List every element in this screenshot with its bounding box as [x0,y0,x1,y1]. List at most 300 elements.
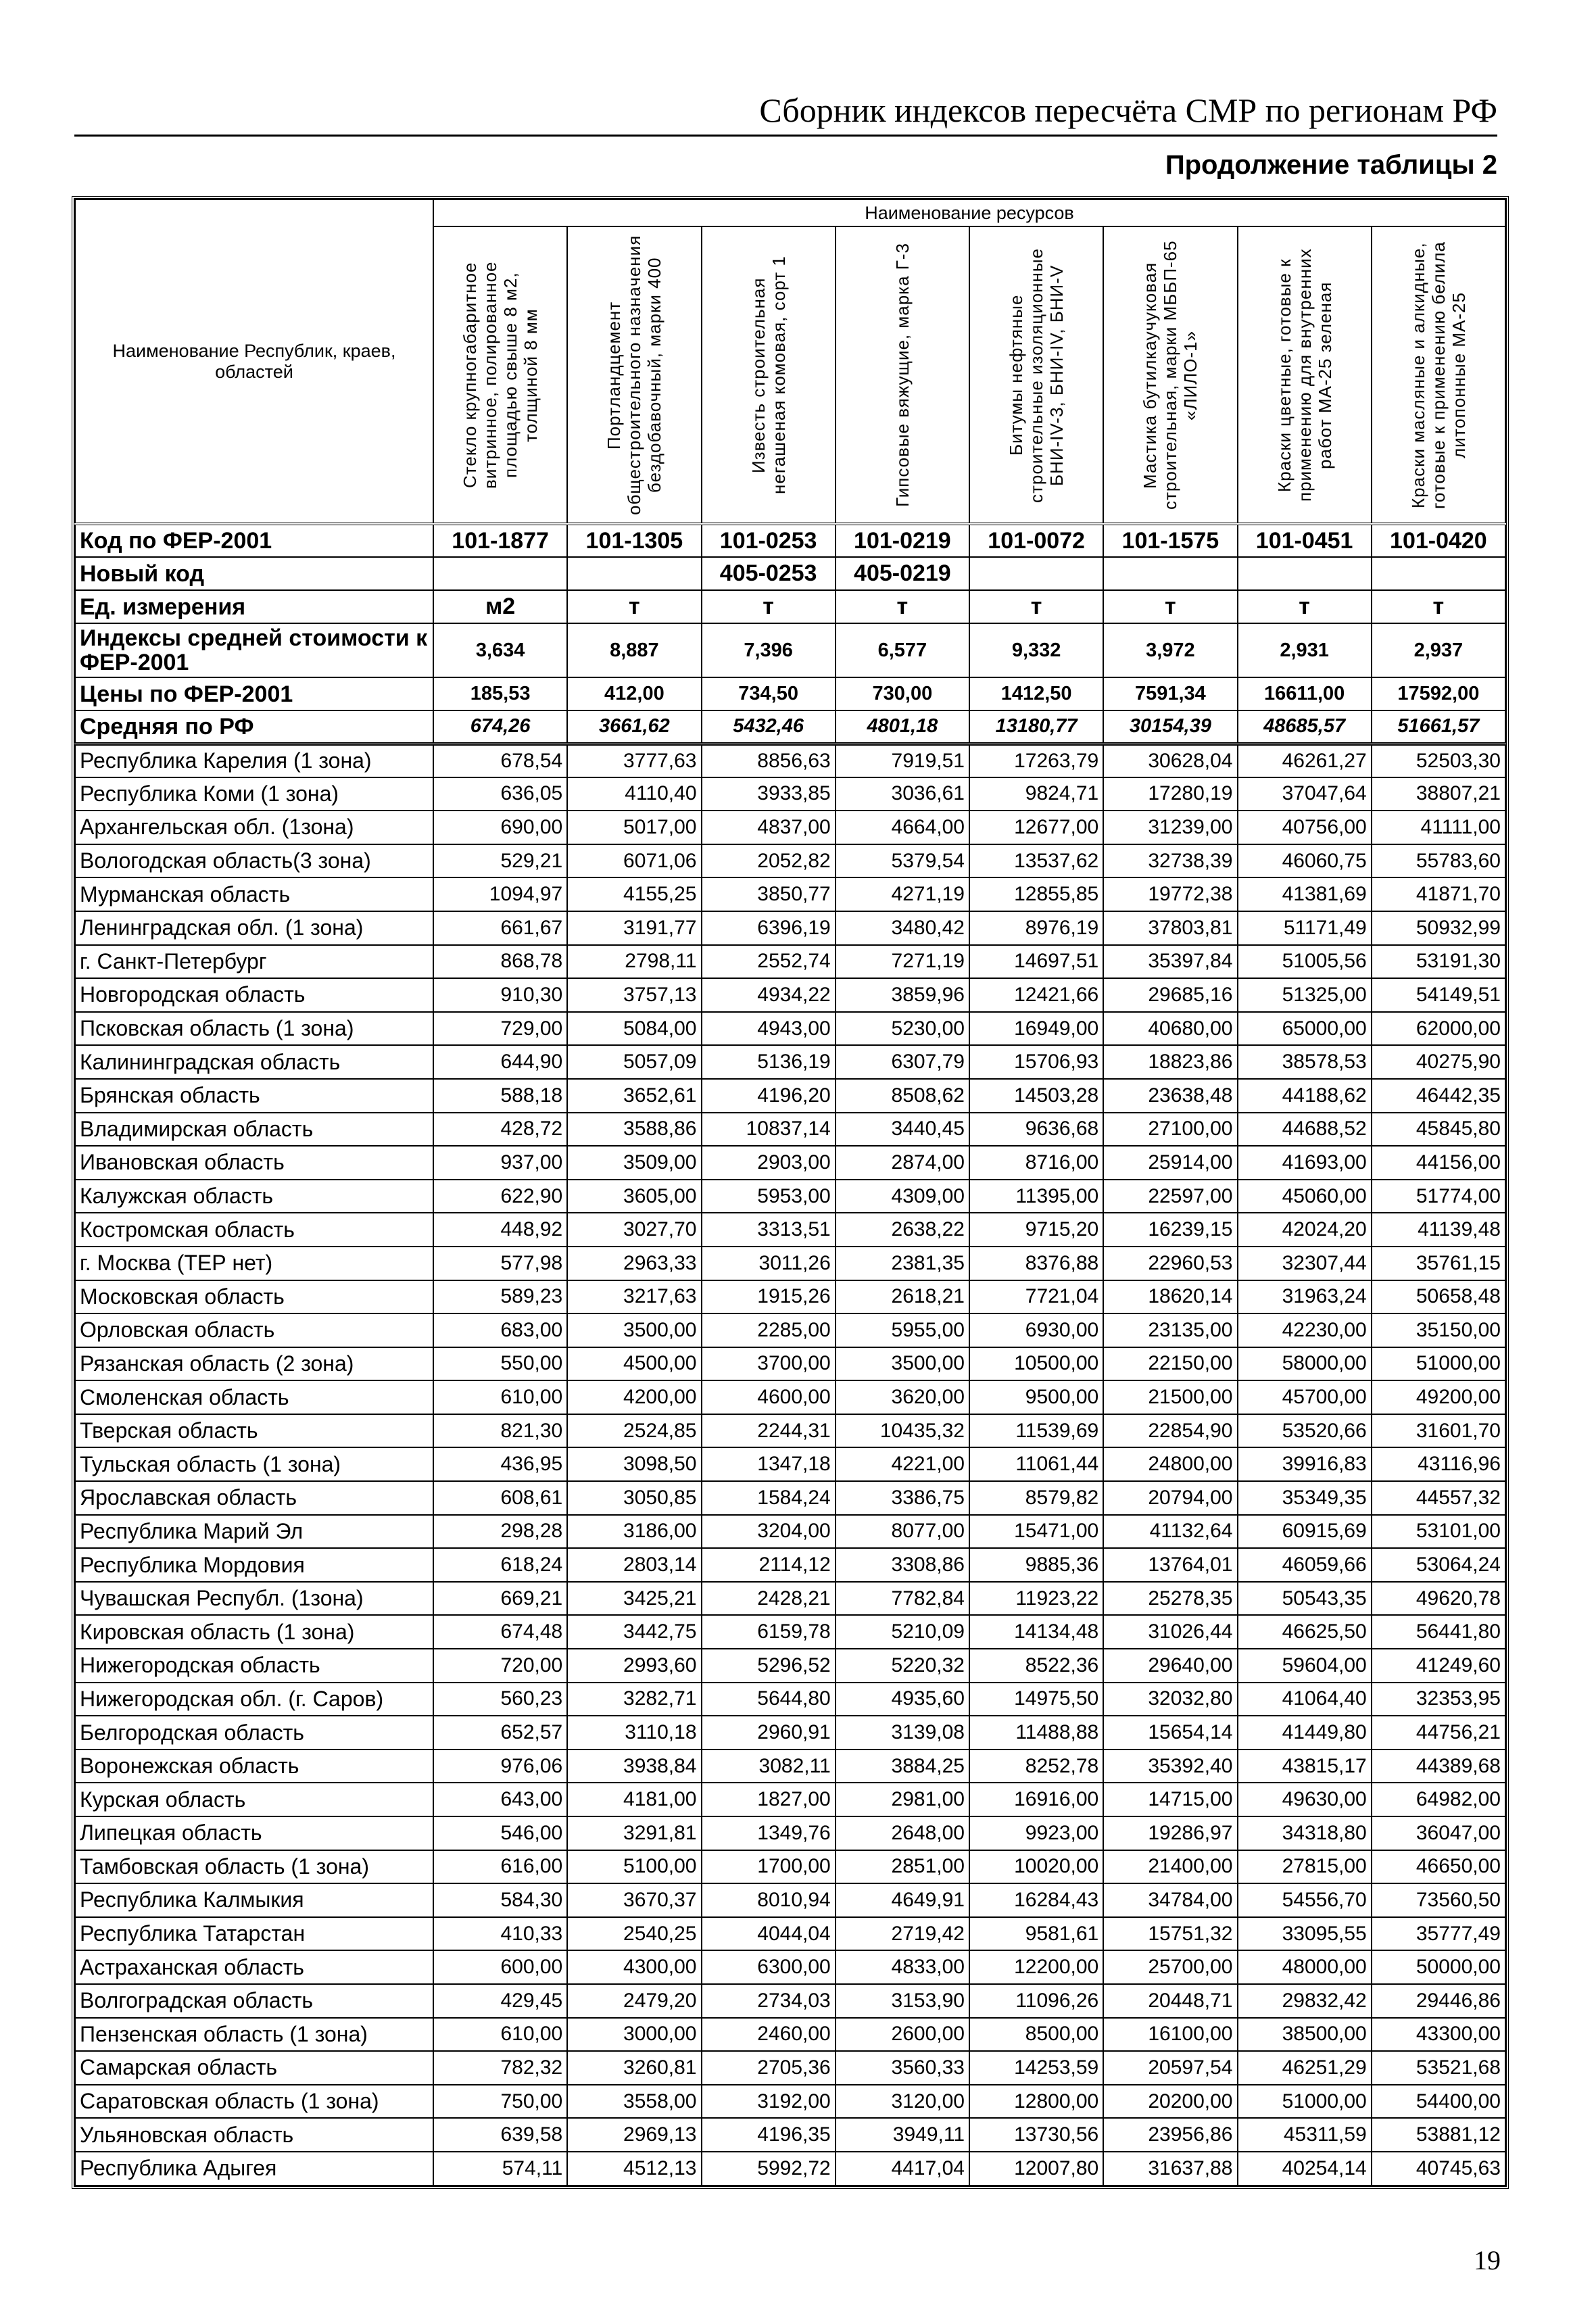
price-cell: 2960,91 [702,1716,836,1750]
region-name: г. Санкт-Петербург [75,945,433,979]
fer-code-row [75,524,1505,557]
price-cell: 4300,00 [567,1950,701,1984]
price-cell: 58000,00 [1238,1347,1372,1381]
price-index-table [74,199,1506,2186]
price-cell: 31026,44 [1103,1615,1237,1649]
price-cell: 3120,00 [836,2085,969,2119]
price-cell: 35761,15 [1372,1247,1505,1280]
price-cell: 574,11 [433,2152,567,2186]
price-cell: 4181,00 [567,1783,701,1816]
price-cell: 3217,63 [567,1280,701,1314]
price-cell: 24800,00 [1103,1447,1237,1481]
table-row [75,945,1505,979]
price-cell: 674,48 [433,1615,567,1649]
price-cell: 720,00 [433,1649,567,1683]
price-cell: 5057,09 [567,1045,701,1079]
table-row [75,1380,1505,1414]
page-number: 19 [1474,2245,1501,2275]
price-cell: 12200,00 [969,1950,1103,1984]
table-row [75,1045,1505,1079]
price-cell: 19772,38 [1103,877,1237,911]
price-cell: 5992,72 [702,2152,836,2186]
resource-column-header [1372,226,1505,524]
region-name: Калининградская область [75,1045,433,1079]
price-cell: 3191,77 [567,911,701,945]
price-cell: 27815,00 [1238,1850,1372,1884]
table-row [75,1213,1505,1247]
price-cell: 35150,00 [1372,1313,1505,1347]
meta-cell: т [702,590,836,623]
price-cell: 9885,36 [969,1548,1103,1582]
price-cell: 429,45 [433,1984,567,2018]
price-cell: 3442,75 [567,1615,701,1649]
region-name: Псковская область (1 зона) [75,1012,433,1046]
resource-name: Мастика бутилкаучуковая строительная, марки МББП-65 «ЛИЛО-1» [1140,240,1201,510]
table-row [75,2152,1505,2186]
price-cell: 2600,00 [836,2018,969,2052]
region-name: Республика Марий Эл [75,1515,433,1549]
price-cell: 31637,88 [1103,2152,1237,2186]
resource-column-header [433,226,567,524]
price-cell: 41449,80 [1238,1716,1372,1750]
meta-cell: 16611,00 [1238,677,1372,710]
price-cell: 600,00 [433,1950,567,1984]
table-row [75,1515,1505,1549]
price-cell: 15751,32 [1103,1917,1237,1951]
price-cell: 45060,00 [1238,1180,1372,1213]
meta-cell: 674,26 [433,710,567,744]
price-cell: 2851,00 [836,1850,969,1884]
price-cell: 50000,00 [1372,1950,1505,1984]
meta-cell: 101-0072 [969,524,1103,557]
price-cell: 40680,00 [1103,1012,1237,1046]
table-row [75,1750,1505,1783]
price-cell: 5220,32 [836,1649,969,1683]
price-cell: 20794,00 [1103,1481,1237,1515]
price-cell: 750,00 [433,2085,567,2119]
meta-cell: 7591,34 [1103,677,1237,710]
price-cell: 9581,61 [969,1917,1103,1951]
table-row [75,1012,1505,1046]
region-name: Московская область [75,1280,433,1314]
price-cell: 48000,00 [1238,1950,1372,1984]
price-cell: 38500,00 [1238,2018,1372,2052]
price-cell: 65000,00 [1238,1012,1372,1046]
region-name: Калужская область [75,1180,433,1213]
table-row [75,1615,1505,1649]
meta-cell: 101-0451 [1238,524,1372,557]
table-row [75,1582,1505,1616]
price-cell: 821,30 [433,1414,567,1448]
price-cell: 2803,14 [567,1548,701,1582]
row-label: Средняя по РФ [75,710,433,744]
price-cell: 7271,19 [836,945,969,979]
price-cell: 6071,06 [567,844,701,878]
price-cell: 3153,90 [836,1984,969,2018]
price-cell: 2981,00 [836,1783,969,1816]
price-cell: 4649,91 [836,1883,969,1917]
price-cell: 428,72 [433,1113,567,1147]
price-cell: 27100,00 [1103,1113,1237,1147]
price-cell: 5100,00 [567,1850,701,1884]
price-cell: 49630,00 [1238,1783,1372,1816]
region-name: Республика Калмыкия [75,1883,433,1917]
table-row [75,1481,1505,1515]
price-cell: 1347,18 [702,1447,836,1481]
table-row [75,1414,1505,1448]
resource-name: Краски цветные, готовые к применению для внутренних работ МА-25 зеленая [1274,248,1335,502]
region-name: Республика Татарстан [75,1917,433,1951]
price-cell: 3110,18 [567,1716,701,1750]
price-cell: 11061,44 [969,1447,1103,1481]
price-cell: 3000,00 [567,2018,701,2052]
price-cell: 3291,81 [567,1816,701,1850]
price-cell: 55783,60 [1372,844,1505,878]
price-cell: 40275,90 [1372,1045,1505,1079]
meta-cell: 9,332 [969,623,1103,677]
price-cell: 20200,00 [1103,2085,1237,2119]
region-name: Саратовская область (1 зона) [75,2085,433,2119]
meta-cell: 17592,00 [1372,677,1505,710]
region-name: Курская область [75,1783,433,1816]
price-cell: 669,21 [433,1582,567,1616]
price-cell: 42024,20 [1238,1213,1372,1247]
resource-column-header [702,226,836,524]
running-header: Сборник индексов пересчёта СМР по регионам РФ [74,87,1497,137]
table-row [75,1146,1505,1180]
meta-cell: т [1372,590,1505,623]
price-cell: 610,00 [433,1380,567,1414]
price-cell: 3949,11 [836,2118,969,2152]
price-cell: 41693,00 [1238,1146,1372,1180]
table-row [75,1984,1505,2018]
region-name: Нижегородская область [75,1649,433,1683]
cost-index-row [75,623,1505,677]
price-cell: 610,00 [433,2018,567,2052]
meta-cell: 405-0253 [702,557,836,590]
price-cell: 3500,00 [567,1313,701,1347]
price-cell: 2719,42 [836,1917,969,1951]
price-cell: 32032,80 [1103,1683,1237,1716]
price-cell: 729,00 [433,1012,567,1046]
price-cell: 46261,27 [1238,744,1372,777]
price-cell: 3260,81 [567,2051,701,2085]
price-cell: 1915,26 [702,1280,836,1314]
price-cell: 10500,00 [969,1347,1103,1381]
price-cell: 3050,85 [567,1481,701,1515]
price-cell: 2244,31 [702,1414,836,1448]
price-cell: 53191,30 [1372,945,1505,979]
price-cell: 8716,00 [969,1146,1103,1180]
meta-cell: 101-1877 [433,524,567,557]
price-cell: 51000,00 [1238,2085,1372,2119]
table-row [75,1917,1505,1951]
price-cell: 59604,00 [1238,1649,1372,1683]
price-cell: 3620,00 [836,1380,969,1414]
row-label: Цены по ФЕР-2001 [75,677,433,710]
price-cell: 5210,09 [836,1615,969,1649]
price-cell: 25700,00 [1103,1950,1237,1984]
rf-average-row [75,710,1505,744]
price-cell: 2460,00 [702,2018,836,2052]
table-row [75,1313,1505,1347]
table-caption: Продолжение таблицы 2 [1165,150,1497,180]
new-code-row [75,557,1505,590]
meta-cell: 3,634 [433,623,567,677]
region-name: Нижегородская обл. (г. Саров) [75,1683,433,1716]
price-cell: 53520,66 [1238,1414,1372,1448]
table-row [75,744,1505,777]
price-cell: 51774,00 [1372,1180,1505,1213]
price-cell: 8500,00 [969,2018,1103,2052]
price-cell: 6307,79 [836,1045,969,1079]
price-cell: 3308,86 [836,1548,969,1582]
price-cell: 2524,85 [567,1414,701,1448]
resource-column-header [567,226,701,524]
price-cell: 8376,88 [969,1247,1103,1280]
price-cell: 19286,97 [1103,1816,1237,1850]
meta-cell [1238,557,1372,590]
price-cell: 23135,00 [1103,1313,1237,1347]
table-row [75,1247,1505,1280]
price-cell: 3011,26 [702,1247,836,1280]
price-cell: 13764,01 [1103,1548,1237,1582]
price-cell: 14134,48 [969,1615,1103,1649]
price-cell: 298,28 [433,1515,567,1549]
price-cell: 35777,49 [1372,1917,1505,1951]
price-cell: 37047,64 [1238,777,1372,811]
price-cell: 6159,78 [702,1615,836,1649]
price-cell: 30628,04 [1103,744,1237,777]
price-cell: 782,32 [433,2051,567,2085]
table-row [75,1079,1505,1113]
price-cell: 17280,19 [1103,777,1237,811]
price-cell: 12800,00 [969,2085,1103,2119]
meta-cell: 4801,18 [836,710,969,744]
price-cell: 622,90 [433,1180,567,1213]
fer-price-row [75,677,1505,710]
table-row [75,1447,1505,1481]
price-cell: 3282,71 [567,1683,701,1716]
price-cell: 13730,56 [969,2118,1103,2152]
meta-cell: 30154,39 [1103,710,1237,744]
table-row [75,1347,1505,1381]
price-cell: 4271,19 [836,877,969,911]
meta-cell: 101-0219 [836,524,969,557]
price-cell: 44557,32 [1372,1481,1505,1515]
region-name: Воронежская область [75,1750,433,1783]
price-cell: 11923,22 [969,1582,1103,1616]
price-cell: 8856,63 [702,744,836,777]
price-cell: 8010,94 [702,1883,836,1917]
resource-name: Стекло крупногабаритное витринное, полированное площадью свыше 8 м2, толщиной 8 мм [460,261,541,489]
price-cell: 3139,08 [836,1716,969,1750]
table-row [75,1180,1505,1213]
price-cell: 50932,99 [1372,911,1505,945]
price-cell: 37803,81 [1103,911,1237,945]
region-name: Республика Адыгея [75,2152,433,2186]
price-cell: 44156,00 [1372,1146,1505,1180]
price-cell: 3480,42 [836,911,969,945]
price-cell: 41132,64 [1103,1515,1237,1549]
meta-cell [1372,557,1505,590]
table-row [75,2018,1505,2052]
price-cell: 45311,59 [1238,2118,1372,2152]
region-name: Ивановская область [75,1146,433,1180]
price-cell: 2618,21 [836,1280,969,1314]
price-cell: 32738,39 [1103,844,1237,878]
price-cell: 9923,00 [969,1816,1103,1850]
meta-cell: 3661,62 [567,710,701,744]
region-name: Орловская область [75,1313,433,1347]
price-cell: 1700,00 [702,1850,836,1884]
price-cell: 2479,20 [567,1984,701,2018]
price-cell: 937,00 [433,1146,567,1180]
price-cell: 38578,53 [1238,1045,1372,1079]
resource-name: Гипсовые вяжущие, марка Г-3 [892,243,913,507]
price-cell: 10837,14 [702,1113,836,1147]
price-cell: 12007,80 [969,2152,1103,2186]
price-cell: 1584,24 [702,1481,836,1515]
price-cell: 34318,80 [1238,1816,1372,1850]
price-cell: 8508,62 [836,1079,969,1113]
price-cell: 16239,15 [1103,1213,1237,1247]
region-name: Владимирская область [75,1113,433,1147]
price-cell: 3938,84 [567,1750,701,1783]
price-cell: 73560,50 [1372,1883,1505,1917]
table-row [75,1950,1505,1984]
price-cell: 4935,60 [836,1683,969,1716]
price-cell: 3082,11 [702,1750,836,1783]
price-cell: 15706,93 [969,1045,1103,1079]
price-cell: 644,90 [433,1045,567,1079]
price-cell: 15654,14 [1103,1716,1237,1750]
price-cell: 910,30 [433,978,567,1012]
price-cell: 3558,00 [567,2085,701,2119]
price-cell: 2969,13 [567,2118,701,2152]
price-cell: 51005,56 [1238,945,1372,979]
price-cell: 9715,20 [969,1213,1103,1247]
price-cell: 652,57 [433,1716,567,1750]
price-cell: 40254,14 [1238,2152,1372,2186]
price-cell: 2114,12 [702,1548,836,1582]
price-cell: 14503,28 [969,1079,1103,1113]
meta-cell: 412,00 [567,677,701,710]
region-name: Ярославская область [75,1481,433,1515]
price-cell: 46650,00 [1372,1850,1505,1884]
price-cell: 43300,00 [1372,2018,1505,2052]
price-cell: 5953,00 [702,1180,836,1213]
price-cell: 46059,66 [1238,1548,1372,1582]
meta-cell: 13180,77 [969,710,1103,744]
price-cell: 2705,36 [702,2051,836,2085]
resource-name: Портландцемент общестроительного назначения бездобавочный, марки 400 [604,235,665,515]
region-name: Вологодская область(3 зона) [75,844,433,878]
region-name: Республика Мордовия [75,1548,433,1582]
price-cell: 4512,13 [567,2152,701,2186]
price-cell: 3588,86 [567,1113,701,1147]
price-cell: 3192,00 [702,2085,836,2119]
price-cell: 588,18 [433,1079,567,1113]
price-cell: 2963,33 [567,1247,701,1280]
resource-name: Битумы нефтяные строительные изоляционные БНИ-IV-3, БНИ-IV, БНИ-V [1006,247,1067,503]
region-name: Костромская область [75,1213,433,1247]
price-cell: 550,00 [433,1347,567,1381]
region-name: Самарская область [75,2051,433,2085]
price-cell: 32307,44 [1238,1247,1372,1280]
price-cell: 2285,00 [702,1313,836,1347]
price-cell: 3850,77 [702,877,836,911]
price-cell: 23956,86 [1103,2118,1237,2152]
price-cell: 53881,12 [1372,2118,1505,2152]
price-cell: 3652,61 [567,1079,701,1113]
price-cell: 3700,00 [702,1347,836,1381]
row-label: Индексы средней стоимости к ФЕР-2001 [75,623,433,677]
price-cell: 546,00 [433,1816,567,1850]
price-cell: 3098,50 [567,1447,701,1481]
price-cell: 1827,00 [702,1783,836,1816]
price-cell: 12855,85 [969,877,1103,911]
price-cell: 4500,00 [567,1347,701,1381]
price-cell: 16100,00 [1103,2018,1237,2052]
price-cell: 436,95 [433,1447,567,1481]
resource-name: Краски масляные и алкидные, готовые к применению белила литопонные МА-25 [1407,241,1469,509]
meta-cell: т [1238,590,1372,623]
price-cell: 54149,51 [1372,978,1505,1012]
table-row [75,1649,1505,1683]
price-cell: 11395,00 [969,1180,1103,1213]
price-cell: 560,23 [433,1683,567,1716]
meta-cell [567,557,701,590]
meta-cell: 3,972 [1103,623,1237,677]
price-cell: 35349,35 [1238,1481,1372,1515]
price-cell: 3027,70 [567,1213,701,1247]
region-name: Астраханская область [75,1950,433,1984]
price-cell: 41871,70 [1372,877,1505,911]
region-name: Тверская область [75,1414,433,1448]
price-cell: 584,30 [433,1883,567,1917]
meta-cell: 8,887 [567,623,701,677]
price-cell: 2540,25 [567,1917,701,1951]
price-cell: 3884,25 [836,1750,969,1783]
price-cell: 31963,24 [1238,1280,1372,1314]
price-cell: 43815,17 [1238,1750,1372,1783]
price-cell: 2381,35 [836,1247,969,1280]
price-cell: 41111,00 [1372,811,1505,844]
region-name: Волгоградская область [75,1984,433,2018]
row-label: Ед. измерения [75,590,433,623]
meta-cell: т [969,590,1103,623]
price-cell: 14697,51 [969,945,1103,979]
price-cell: 50658,48 [1372,1280,1505,1314]
price-cell: 5296,52 [702,1649,836,1683]
table-row [75,877,1505,911]
price-cell: 410,33 [433,1917,567,1951]
region-name: Чувашская Республ. (1зона) [75,1582,433,1616]
price-cell: 39916,83 [1238,1447,1372,1481]
price-cell: 43116,96 [1372,1447,1505,1481]
price-cell: 42230,00 [1238,1313,1372,1347]
price-cell: 3425,21 [567,1582,701,1616]
price-cell: 29446,86 [1372,1984,1505,2018]
price-cell: 1349,76 [702,1816,836,1850]
price-cell: 3440,45 [836,1113,969,1147]
price-cell: 4044,04 [702,1917,836,1951]
price-cell: 16949,00 [969,1012,1103,1046]
price-cell: 35392,40 [1103,1750,1237,1783]
price-cell: 41064,40 [1238,1683,1372,1716]
price-cell: 618,24 [433,1548,567,1582]
